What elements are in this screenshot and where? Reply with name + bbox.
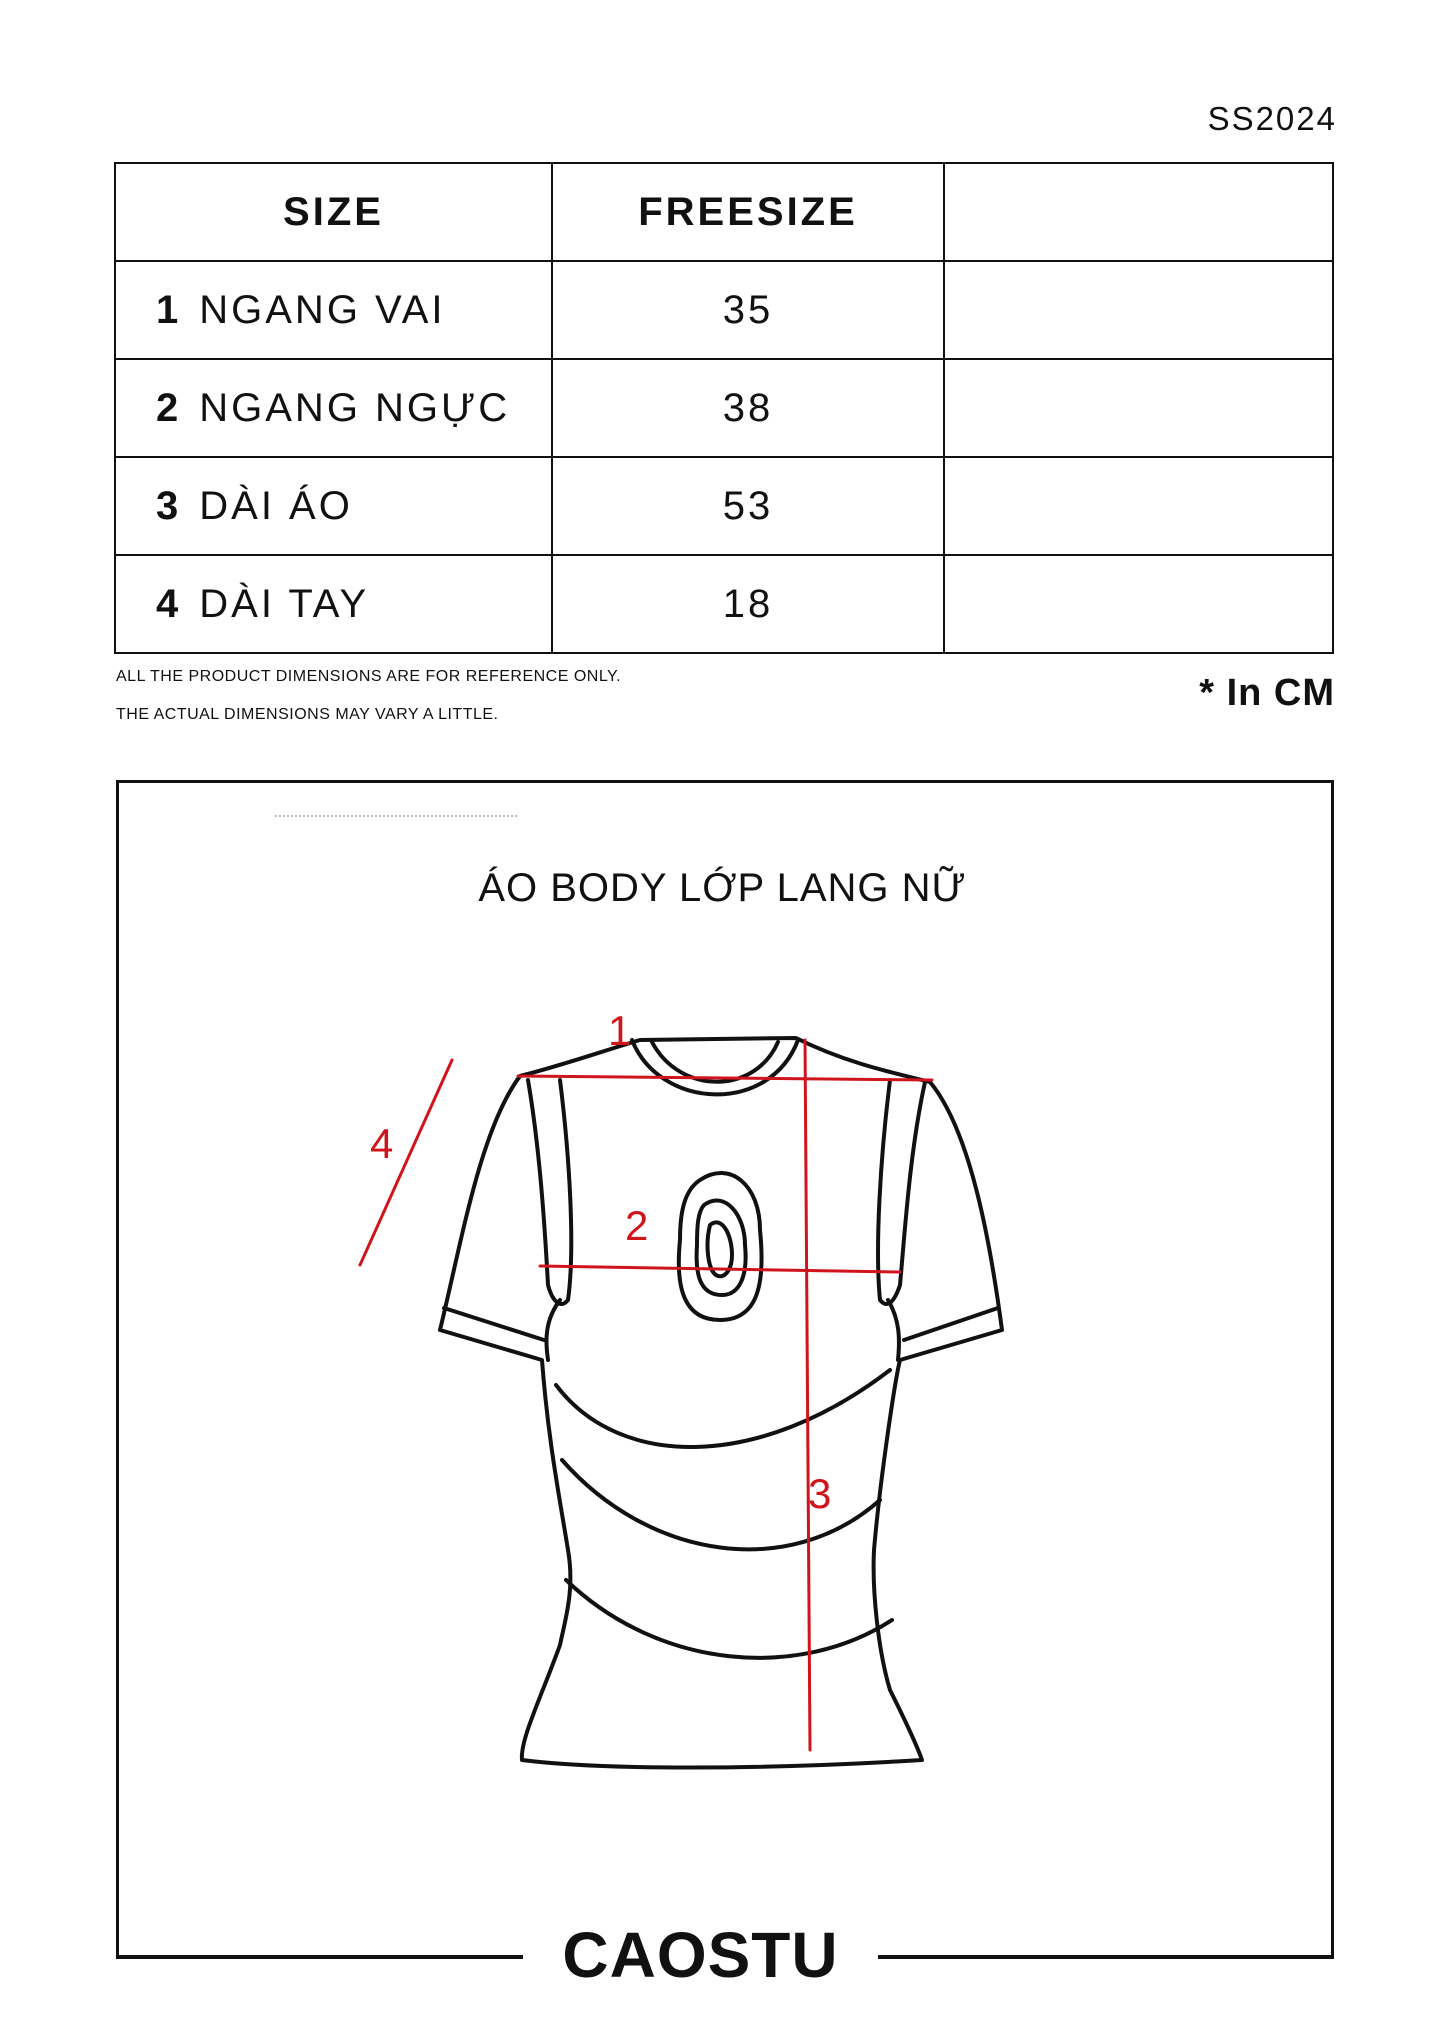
- row-label-text: DÀI TAY: [199, 581, 370, 626]
- row-number: 4: [156, 581, 182, 626]
- chest-measure-line: [540, 1266, 900, 1272]
- product-title: ÁO BODY LỚP LANG NỮ: [478, 866, 967, 910]
- season-code: SS2024: [1207, 100, 1337, 137]
- header-freesize: FREESIZE: [552, 163, 944, 261]
- row-label-text: NGANG NGỰC: [199, 385, 511, 430]
- shoulder-measure-line: [518, 1076, 932, 1080]
- brand-logo: CAOSTU: [562, 1919, 839, 1991]
- marker-4: 4: [370, 1120, 394, 1167]
- row-number: 1: [156, 287, 182, 332]
- row-number: 3: [156, 483, 182, 528]
- row-value: 35: [552, 261, 944, 359]
- unit-label: * In CM: [1199, 672, 1335, 714]
- row-label-text: NGANG VAI: [199, 287, 446, 332]
- row-value: 38: [552, 359, 944, 457]
- row-label-text: DÀI ÁO: [199, 483, 353, 528]
- marker-3: 3: [808, 1470, 832, 1517]
- header-size: SIZE: [115, 163, 552, 261]
- row-value: 53: [552, 457, 944, 555]
- length-measure-line: [805, 1040, 810, 1750]
- reference-note: ALL THE PRODUCT DIMENSIONS ARE FOR REFERENCE ONLY.: [116, 668, 622, 685]
- variance-note: THE ACTUAL DIMENSIONS MAY VARY A LITTLE.: [116, 706, 499, 723]
- marker-2: 2: [625, 1202, 649, 1249]
- row-value: 18: [552, 555, 944, 653]
- row-number: 2: [156, 385, 182, 430]
- marker-1: 1: [608, 1007, 632, 1054]
- shirt-outline: [440, 1038, 1002, 1768]
